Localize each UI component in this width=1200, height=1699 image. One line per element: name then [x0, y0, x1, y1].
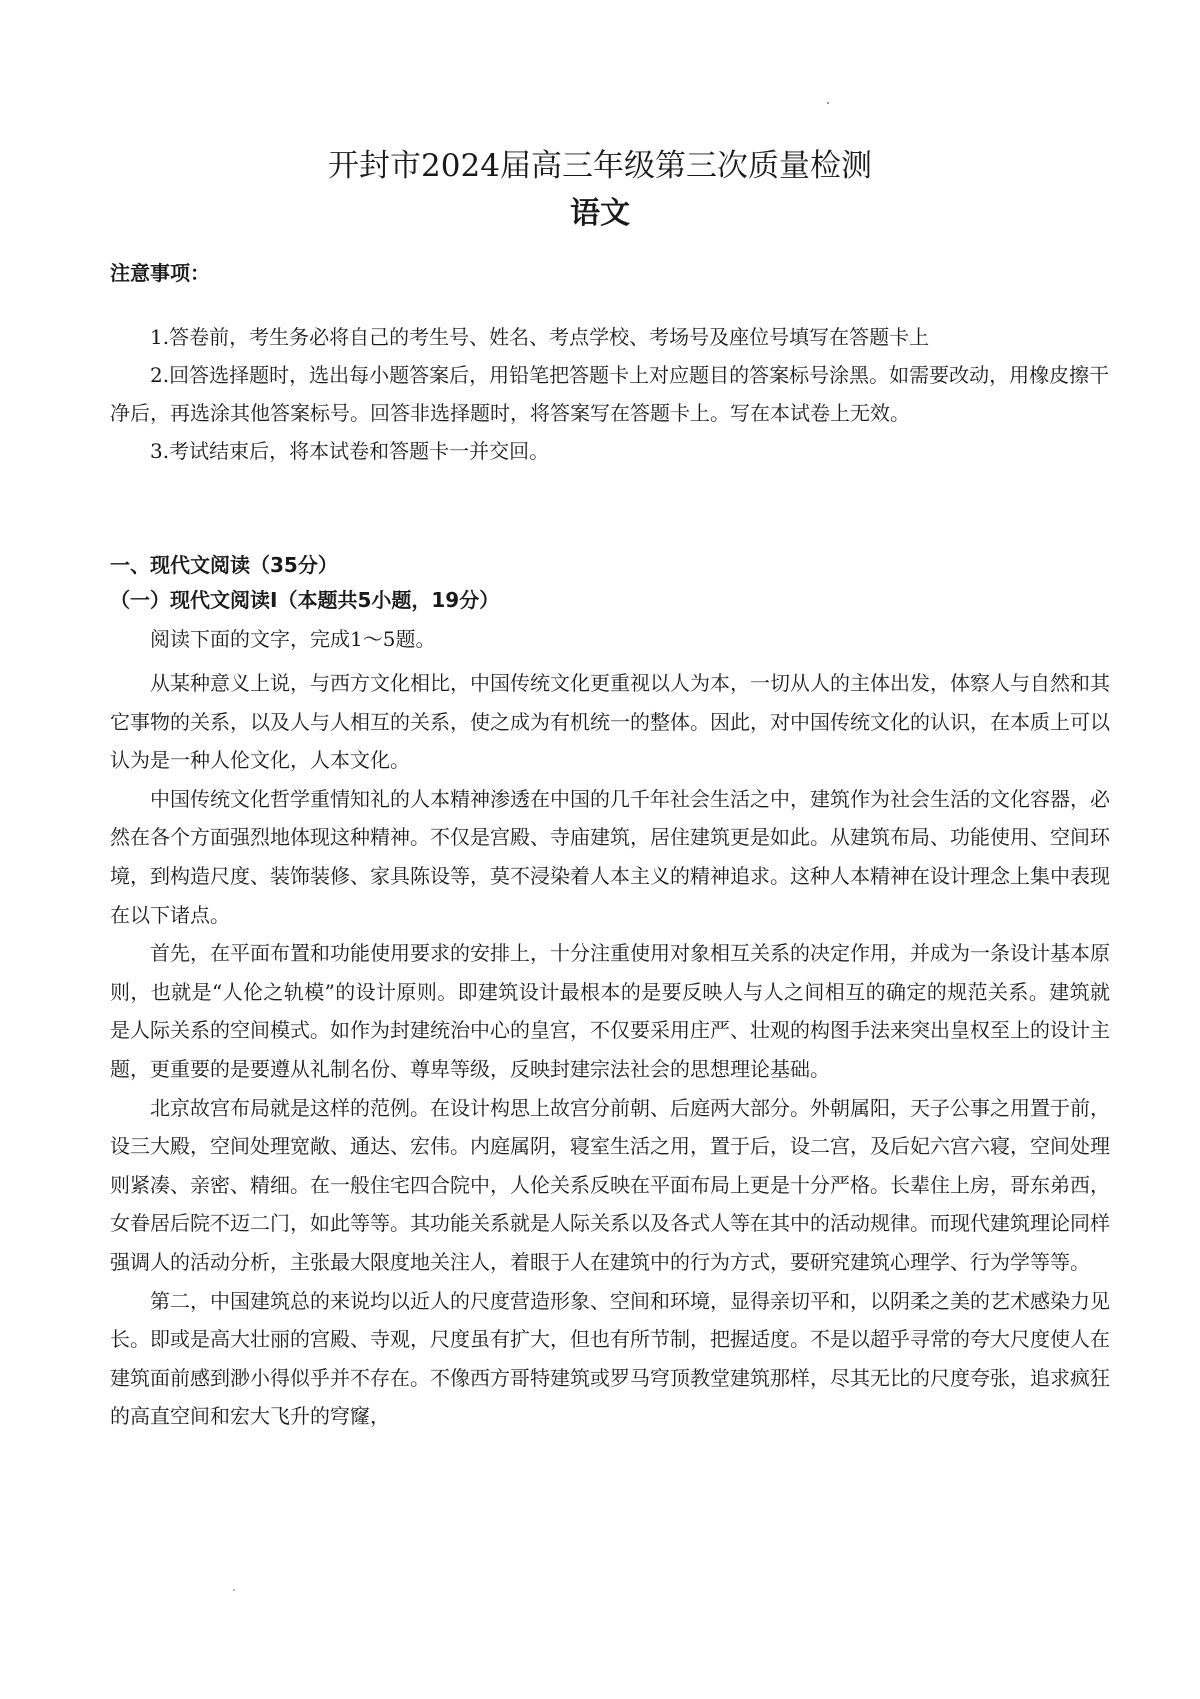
notice-item: 3.考试结束后，将本试卷和答题卡一并交回。 [150, 439, 550, 463]
scan-speck [233, 1589, 235, 1591]
passage-paragraph: 北京故宫布局就是这样的范例。在设计构思上故宫分前朝、后庭两大部分。外朝属阳，天子公事之用置于前，设三大殿，空间处理宽敞、通达、宏伟。内庭属阴，寝室生活之用，置于后，设二宫，及后妃六宫六寝，空间处理则紧凑、亲密、精细。在一般住宅四合院中，人伦关系反映在平面布局上更是十分严格。长辈住上房，哥东弟西，女眷居后院不迈二门，如此等等。其功能关系就是人际关系以及各式人等在其中的活动规律。而现代建筑理论同样强调人的活动分析，主张最大限度地关注人，着眼于人在建筑中的行为方式，要研究建筑心理学、行为学等等。 [110, 1095, 1110, 1274]
subsection-heading: （一）现代文阅读Ⅰ（本题共5小题，19分） [110, 588, 500, 612]
subject-title: 语文 [570, 196, 630, 231]
notice-item: 1.答卷前，考生务必将自己的考生号、姓名、考点学校、考场号及座位号填写在答题卡上 [150, 325, 930, 349]
scan-speck [827, 102, 829, 104]
notice-heading: 注意事项： [110, 261, 210, 285]
passage-paragraph: 首先，在平面布置和功能使用要求的安排上，十分注重使用对象相互关系的决定作用，并成为一条设计基本原则，也就是“人伦之轨模”的设计原则。即建筑设计最根本的是要反映人与人之间相互的确定的规范关系。建筑就是人际关系的空间模式。如作为封建统治中心的皇宫，不仅要采用庄严、壮观的构图手法来突出皇权至上的设计主题，更重要的是要遵从礼制名份、尊卑等级，反映封建宗法社会的思想理论基础。 [110, 941, 1110, 1081]
notice-list [110, 318, 1110, 470]
reading-passage [110, 664, 1110, 1436]
exam-title: 开封市2024届高三年级第三次质量检测 [328, 148, 872, 184]
passage-paragraph: 中国传统文化哲学重情知礼的人本精神渗透在中国的几千年社会生活之中，建筑作为社会生活的文化容器，必然在各个方面强烈地体现这种精神。不仅是宫殿、寺庙建筑，居住建筑更是如此。从建筑布局、功能使用、空间环境，到构造尺度、装饰装修、家具陈设等，莫不浸染着人本主义的精神追求。这种人本精神在设计理念上集中表现在以下诸点。 [110, 786, 1110, 927]
passage-paragraph: 第二，中国建筑总的来说均以近人的尺度营造形象、空间和环境，显得亲切平和，以阴柔之美的艺术感染力见长。即或是高大壮丽的宫殿、寺观，尺度虽有扩大，但也有所节制，把握适度。不是以超乎寻常的夸大尺度使人在建筑面前感到渺小得似乎并不存在。不像西方哥特建筑或罗马穹顶教堂建筑那样，尽其无比的尺度夸张，追求疯狂的高直空间和宏大飞升的穹窿， [110, 1288, 1110, 1429]
notice-item: 2.回答选择题时，选出每小题答案后，用铅笔把答题卡上对应题目的答案标号涂黑。如需要改动，用橡皮擦干净后，再选涂其他答案标号。回答非选择题时，将答案写在答题卡上。写在本试卷上无效。 [110, 363, 1110, 425]
reading-instruction: 阅读下面的文字，完成1～5题。 [150, 627, 436, 651]
passage-paragraph: 从某种意义上说，与西方文化相比，中国传统文化更重视以人为本，一切从人的主体出发，体察人与自然和其它事物的关系，以及人与人相互的关系，使之成为有机统一的整体。因此，对中国传统文化的认识，在本质上可以认为是一种人伦文化，人本文化。 [110, 671, 1110, 773]
section-heading: 一、现代文阅读（35分） [110, 553, 338, 577]
